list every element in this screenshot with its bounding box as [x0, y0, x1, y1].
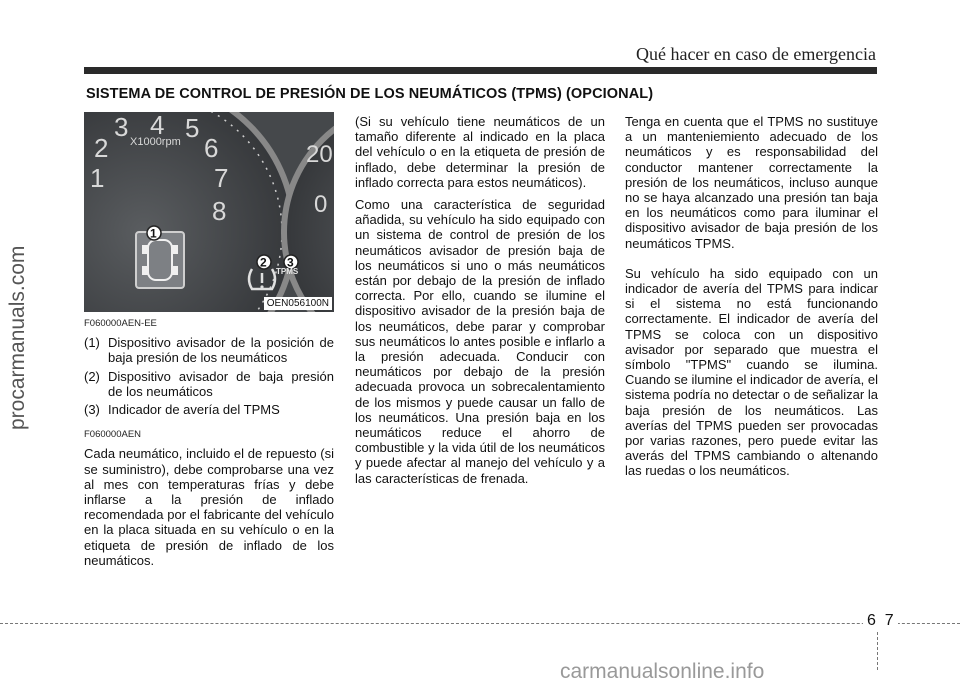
dashboard-figure: [84, 112, 334, 312]
paragraph: Tenga en cuenta que el TPMS no sustituye a un manteniemiento adecuado de los neumáticos y es responsabilidad del conductor mantener correctamente la presión de los neumáticos, incluso aunque no se haya alcanzado una presión tan baja en los neumáticos como para iluminar el dispositivo avisador de baja presión de los neumáticos TPMS.: [625, 114, 878, 251]
instrument-cluster-illustration: [84, 112, 334, 312]
figure-legend-list: [84, 335, 334, 417]
page-number-page: 7: [884, 612, 894, 629]
callout-number: 2: [260, 255, 267, 270]
list-item-text: Dispositivo avisador de baja presión de los neumáticos: [108, 368, 334, 399]
section-title: SISTEMA DE CONTROL DE PRESIÓN DE LOS NEUMÁTICOS (TPMS) (OPCIONAL): [86, 86, 654, 102]
figure-code: OEN056100N: [264, 297, 332, 310]
list-item-number: (1): [84, 335, 100, 351]
speed-number: 0: [314, 191, 328, 218]
page-number-chapter: 6: [867, 612, 876, 629]
list-item-text: Dispositivo avisador de la posición de baja presión de los neumáticos: [108, 335, 334, 366]
tpms-indicator-label: TPMS: [276, 267, 299, 276]
tach-number: 7: [214, 163, 229, 193]
header-rule: [84, 67, 877, 74]
tach-number: 4: [150, 112, 165, 140]
column-1: [84, 316, 334, 575]
list-item-text: Indicador de avería del TPMS: [108, 402, 280, 418]
list-item-number: (2): [84, 368, 100, 384]
speed-number: 20: [306, 141, 333, 168]
list-item: [84, 402, 334, 417]
tach-number: 2: [94, 133, 109, 163]
callout-number: 3: [287, 255, 294, 270]
gauge-unit-label: X1000rpm: [130, 136, 181, 148]
list-item-number: (3): [84, 402, 100, 418]
footer-dashed-rule: [0, 623, 960, 624]
tach-number: 3: [114, 112, 129, 142]
tach-number: 8: [212, 196, 227, 226]
page-header-title: Qué hacer en caso de emergencia: [635, 44, 876, 64]
list-item: [84, 369, 334, 399]
page-number: [863, 612, 898, 630]
callout-number: 1: [150, 226, 157, 241]
paragraph: Cada neumático, incluido el de repuesto (si se suministro), debe comprobarse una vez al mes con temperaturas frías y debe inflarse a la presión de inflado recomendada por el fabricante del vehículo en la placa situada en su vehículo o en la etiqueta de presión de inflado de los neumáticos.: [84, 446, 334, 568]
paragraph: (Si su vehículo tiene neumáticos de un tamaño diferente al indicado en la placa del vehículo o en la etiqueta de presión de inflado, debe determinar la presión de inflado correcta para estos neumáticos).: [355, 114, 605, 190]
paragraph: Su vehículo ha sido equipado con un indicador de avería del TPMS para indicar si el sistema no está funcionando correctamente. El indicador de avería del TPMS se coloca con un dispositivo avisador por separado que muestra el símbolo "TPMS" cuando se ilumina. Cuando se ilumine el indicador de avería, el sistema podría no detectar o de señalizar la baja presión de los neumáticos. Las averías del TPMS pueden ser provocadas por varias razones, pero puede evitar las averás del TPMS cambiando o altenando las ruedas o los neumáticos.: [625, 265, 878, 479]
reference-code: F060000AEN: [84, 429, 142, 441]
side-watermark[interactable]: procarmanuals.com: [6, 245, 29, 430]
column-3: [625, 114, 878, 486]
reference-code: F060000AEN-EE: [84, 318, 157, 329]
bottom-watermark[interactable]: carmanualsonline.info: [560, 660, 765, 683]
column-2: [355, 114, 605, 493]
list-item: [84, 335, 334, 365]
tach-number: 5: [185, 113, 200, 143]
tach-number: 6: [204, 133, 219, 163]
tach-number: 1: [90, 163, 105, 193]
paragraph: Como una característica de seguridad añadida, su vehículo ha sido equipado con un sistema de control de presión de los neumáticos avisador de presión baja de los neumáticos si uno o más neumáticos están por debajo de la presión de inflado correcta. Por ello, cuando se ilumine el dispositivo avisador de la presión baja de los neumáticos, debe parar y comprobar sus neumáticos lo antes posible e inflarlo a la presión adecuada. Conducir con neumáticos por debajo de la presión adecuada provoca un sobrecalentamiento de los mismos y puede causar un fallo de los neumáticos. Una presión baja en los neumáticos reduce el ahorro de combustible y la vida útil de los neumáticos y puede afectar al manejo del vehículo y a las características de frenada.: [355, 197, 605, 486]
